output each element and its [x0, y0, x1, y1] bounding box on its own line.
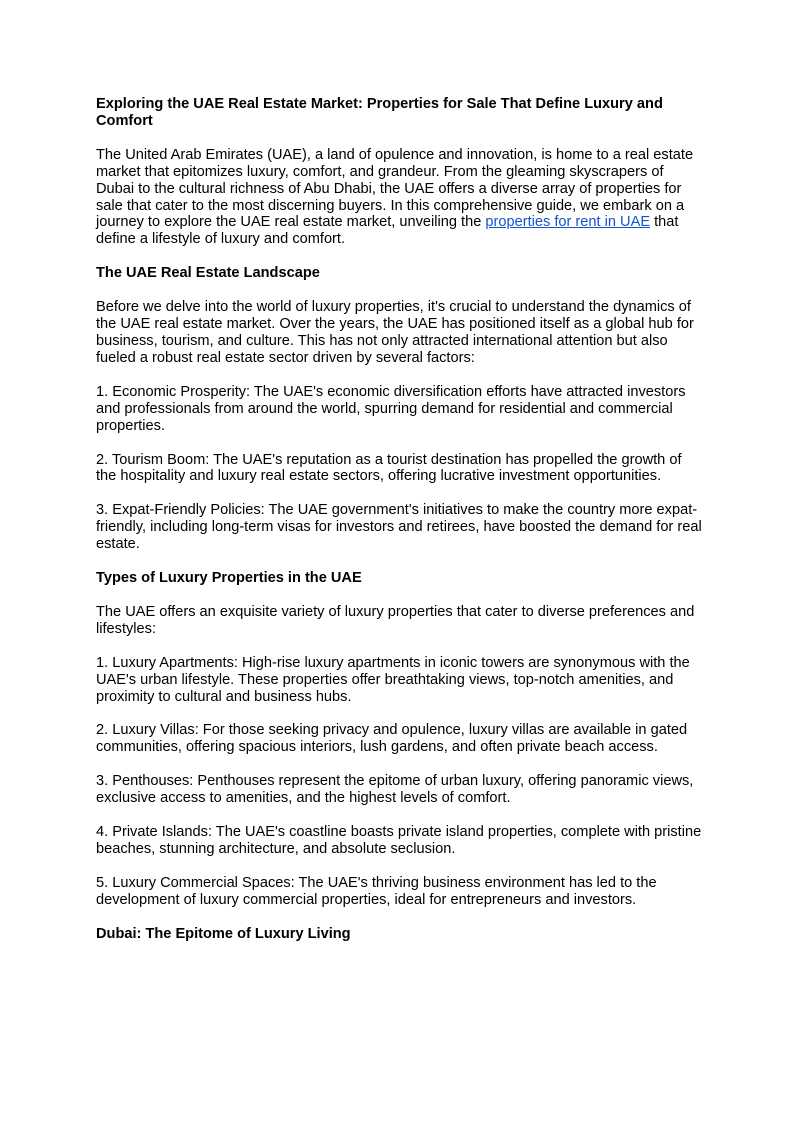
properties-for-rent-link[interactable]: properties for rent in UAE — [485, 214, 651, 231]
list-item: 1. Economic Prosperity: The UAE's economic diversification efforts have attracted investors and professionals from around the world, spurring demand for residential and commercial properties. — [96, 383, 686, 434]
list-item: 1. Luxury Apartments: High-rise luxury apartments in iconic towers are synonymous with the UAE's urban lifestyle. These properties offer breathtaking views, top-notch amenities, and proximity to cultural and business hubs. — [96, 654, 690, 705]
section-heading-types: Types of Luxury Properties in the UAE — [96, 570, 362, 587]
section-heading-landscape: The UAE Real Estate Landscape — [96, 265, 320, 282]
paragraph: The UAE offers an exquisite variety of luxury properties that cater to diverse preferences and lifestyles: — [96, 603, 695, 637]
intro-text-before-link: The United Arab Emirates (UAE), a land of opulence and innovation, is home to a real estate market that epitomizes luxury, comfort, and grandeur. From the gleaming skyscrapers of Dubai to the cultural richness of Abu Dhabi, the UAE offers a diverse array of properties for sale that cater to the most discerning buyers. In this comprehensive guide, we embark on a journey to explore the UAE real estate market, unveiling the — [96, 146, 694, 231]
list-item: 4. Private Islands: The UAE's coastline boasts private island properties, complete with pristine beaches, stunning architecture, and absolute seclusion. — [96, 824, 702, 857]
list-item: 2. Luxury Villas: For those seeking privacy and opulence, luxury villas are available in gated communities, offering spacious interiors, lush gardens, and often private beach access. — [96, 722, 688, 756]
section-heading-dubai: Dubai: The Epitome of Luxury Living — [96, 925, 351, 942]
list-item: 3. Expat-Friendly Policies: The UAE government's initiatives to make the country more expat-friendly, including long-term visas for investors and retirees, have boosted the demand for real estate. — [96, 502, 702, 553]
list-item: 2. Tourism Boom: The UAE's reputation as a tourist destination has propelled the growth of the hospitality and luxury real estate sectors, offering lucrative investment opportunities. — [96, 451, 682, 485]
intro-text-after-link: that define a lifestyle of luxury and comfort. — [96, 214, 679, 248]
document-page — [96, 96, 702, 960]
paragraph: Before we delve into the world of luxury properties, it's crucial to understand the dynamics of the UAE real estate market. Over the years, the UAE has positioned itself as a global hub for business, tourism, and culture. This has not only attracted international attention but also fueled a robust real estate sector driven by several factors: — [96, 299, 694, 366]
list-item: 3. Penthouses: Penthouses represent the epitome of urban luxury, offering panoramic views, exclusive access to amenities, and the highest levels of comfort. — [96, 773, 694, 807]
document-title: Exploring the UAE Real Estate Market: Properties for Sale That Define Luxury and Comfort — [96, 96, 663, 129]
list-item: 5. Luxury Commercial Spaces: The UAE's thriving business environment has led to the development of luxury commercial properties, ideal for entrepreneurs and investors. — [96, 874, 657, 908]
intro-paragraph — [96, 147, 702, 248]
